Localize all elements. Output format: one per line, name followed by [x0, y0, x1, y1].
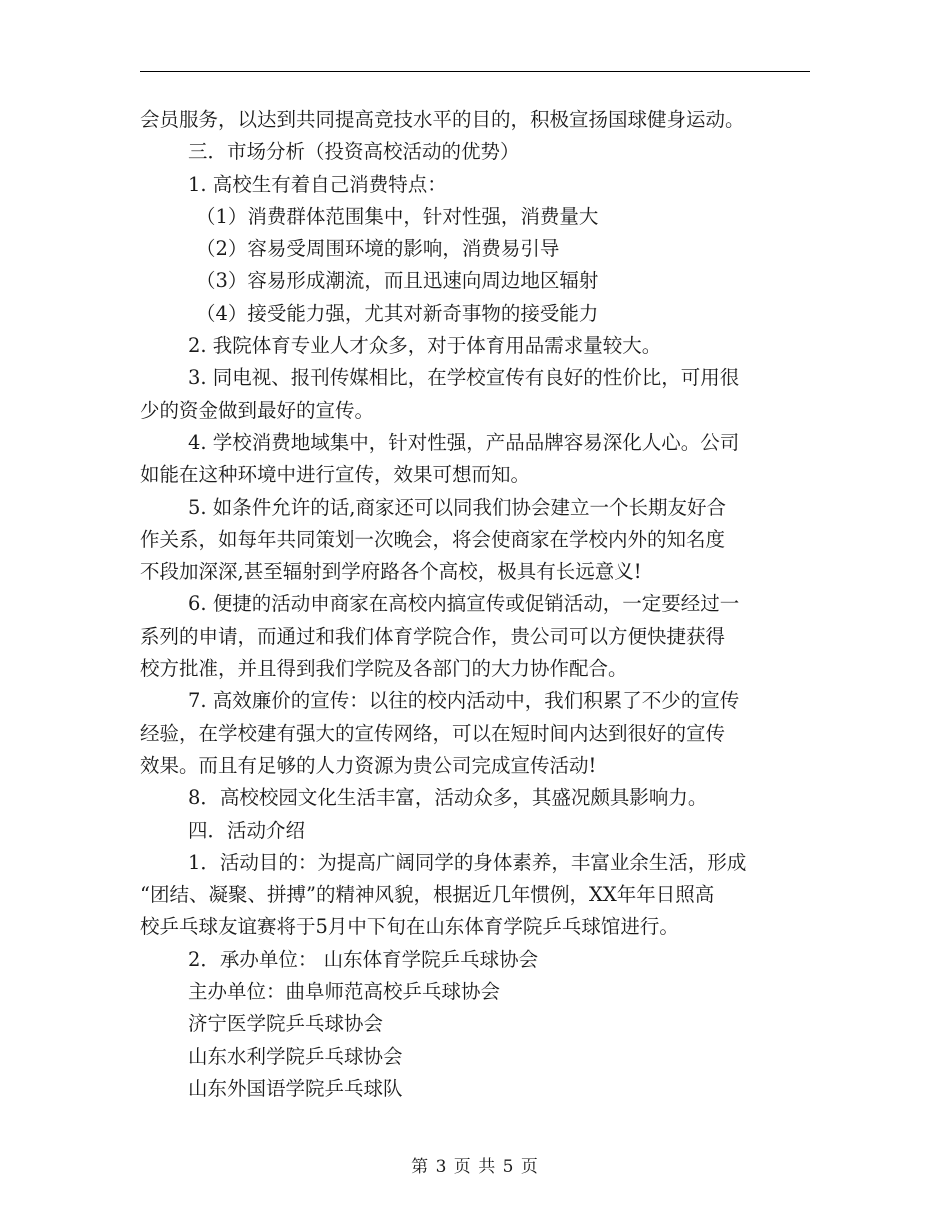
paragraph-line: 7. 高效廉价的宣传：以往的校内活动中，我们积累了不少的宣传	[188, 689, 740, 713]
paragraph-line: 经验，在学校建有强大的宣传网络，可以在短时间内达到很好的宣传	[140, 721, 726, 745]
paragraph-line: 5. 如条件允许的话,商家还可以同我们协会建立一个长期友好合	[188, 495, 727, 519]
list-item: （2）容易受周围环境的影响，消费易引导	[196, 237, 560, 261]
paragraph-line: 如能在这种环境中进行宣传，效果可想而知。	[140, 463, 531, 487]
paragraph-line: 校方批准，并且得到我们学院及各部门的大力协作配合。	[140, 657, 628, 681]
paragraph-line: 山东水利学院乒乓球协会	[188, 1044, 403, 1068]
paragraph-line: 系列的申请，而通过和我们体育学院合作，贵公司可以方便快捷获得	[140, 624, 726, 648]
paragraph-line: 效果。而且有足够的人力资源为贵公司完成宣传活动!	[140, 753, 597, 777]
paragraph-line: 6. 便捷的活动申商家在高校内搞宣传或促销活动，一定要经过一	[188, 592, 740, 616]
paragraph-line: 4. 学校消费地域集中，针对性强，产品品牌容易深化人心。公司	[188, 430, 740, 454]
header-rule	[140, 71, 810, 72]
paragraph-line: 不段加深深,甚至辐射到学府路各个高校，极具有长远意义!	[140, 560, 642, 584]
list-item: （4）接受能力强，尤其对新奇事物的接受能力	[196, 301, 599, 325]
paragraph-line: 校乒乓球友谊赛将于5月中下旬在山东体育学院乒乓球馆进行。	[140, 915, 679, 939]
paragraph-line: 济宁医学院乒乓球协会	[188, 1012, 384, 1036]
paragraph-line: “团结、凝聚、拼搏”的精神风貌，根据近几年惯例，XX年年日照高	[140, 883, 715, 907]
paragraph-line: 2．承办单位： 山东体育学院乒乓球协会	[188, 947, 539, 971]
paragraph-line: 2. 我院体育专业人才众多，对于体育用品需求量较大。	[188, 334, 662, 358]
paragraph-line: 3. 同电视、报刊传媒相比，在学校宣传有良好的性价比，可用很	[188, 366, 740, 390]
list-item: （1）消费群体范围集中，针对性强，消费量大	[196, 204, 599, 228]
section-heading-activity: 四．活动介绍	[188, 818, 306, 842]
document-body	[140, 104, 816, 1105]
paragraph-line: 主办单位：曲阜师范高校乒乓球协会	[188, 980, 501, 1004]
list-item: （3）容易形成潮流，而且迅速向周边地区辐射	[196, 269, 599, 293]
section-heading-market: 三．市场分析（投资高校活动的优势）	[188, 140, 520, 164]
paragraph-line: 山东外国语学院乒乓球队	[188, 1076, 403, 1100]
paragraph-line: 8．高校校园文化生活丰富，活动众多，其盛况颇具影响力。	[188, 786, 708, 810]
paragraph-line: 少的资金做到最好的宣传。	[140, 398, 375, 422]
paragraph-line: 1. 高校生有着自己消费特点：	[188, 172, 447, 196]
page-footer: 第 3 页 共 5 页	[411, 1157, 539, 1177]
paragraph-line: 会员服务，以达到共同提高竞技水平的目的，积极宣扬国球健身运动。	[140, 108, 745, 131]
paragraph-line: 作关系，如每年共同策划一次晚会，将会使商家在学校内外的知名度	[140, 527, 726, 551]
paragraph-line: 1．活动目的：为提高广阔同学的身体素养，丰富业余生活，形成	[188, 850, 747, 874]
